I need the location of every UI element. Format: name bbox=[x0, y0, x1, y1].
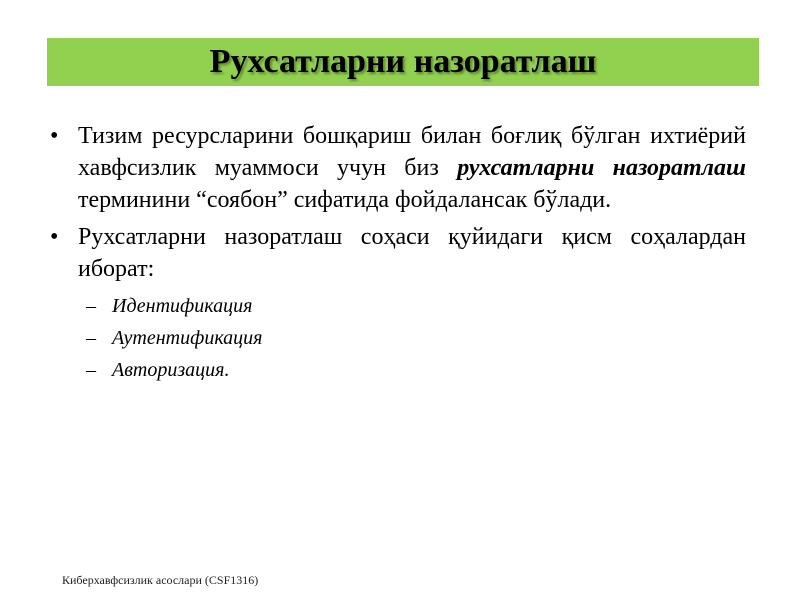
dash-marker: – bbox=[86, 295, 96, 317]
sub-list-item bbox=[86, 290, 746, 322]
sub-item-text: Авторизация. bbox=[112, 359, 230, 381]
dash-marker: – bbox=[86, 359, 96, 381]
dash-marker: – bbox=[86, 327, 96, 349]
title-banner bbox=[47, 38, 759, 86]
sub-item-text: Идентификация bbox=[112, 295, 253, 317]
bullet-text: Рухсатларни назоратлаш соҳаси қуйидаги қисм соҳалардан иборат: bbox=[78, 224, 746, 282]
bullet-text-part: Тизим ресурсларини бошқариш билан боғлиқ бўлган ихтиёрий хавфсизлик муаммоси учун биз bbox=[78, 123, 746, 181]
sub-list-item bbox=[86, 322, 746, 354]
bullet-marker: • bbox=[50, 224, 59, 250]
bullet-item bbox=[46, 221, 746, 285]
bullet-text-part: терминини “соябон” сифатида фойдалансак бўлади. bbox=[78, 187, 612, 213]
bullet-emphasis: рухсатларни назоратлаш bbox=[457, 155, 746, 181]
sub-item-text: Аутентификация bbox=[112, 327, 263, 349]
bullet-item bbox=[46, 120, 746, 216]
slide-content bbox=[46, 120, 746, 386]
bullet-text bbox=[78, 120, 746, 216]
slide-title: Рухсатларни назоратлаш bbox=[209, 43, 597, 80]
slide-footer: Киберхавфсизлик асослари (CSF1316) bbox=[62, 573, 259, 587]
sub-list-item bbox=[86, 354, 746, 386]
sub-list bbox=[46, 290, 746, 386]
bullet-marker: • bbox=[50, 123, 59, 149]
